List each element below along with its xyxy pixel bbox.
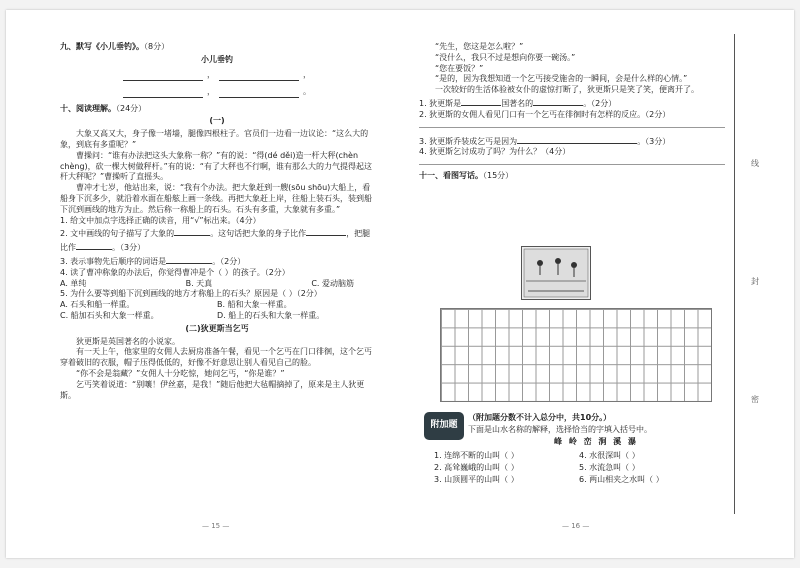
- passage-2-para-2: 有一天上午，他家里的女佣人去厨房准备午餐，看见一个乞丐在门口徘徊，这个乞丐穿着破旧的衣服，帽子压得低低的，好像不好意思让别人看见自己的脸。: [60, 347, 372, 368]
- section-11-title: 十一、看图写话。（15分）: [419, 171, 514, 181]
- r-question-3: 3. 狄更斯乔装成乞丐是因为 。（3分）: [419, 134, 725, 148]
- question-2: 2. 文中画线的句子描写了大象的 。这句话把大象的身子比作 ，把腿比作 。（3分）: [60, 226, 374, 254]
- illustration-image: [521, 246, 591, 300]
- bonus-item[interactable]: 1. 连绵不断的山叫（ ）: [434, 451, 519, 460]
- poem-answer-lines-2[interactable]: ， 。: [60, 87, 374, 98]
- exam-sheet: [6, 10, 794, 558]
- page-number-left: — 15 —: [202, 522, 230, 530]
- bonus-item[interactable]: 2. 高耸巍峨的山叫（ ）: [434, 463, 519, 472]
- answer-line-q2[interactable]: [419, 127, 725, 128]
- section-9-title: 九、默写《小儿垂钓》。（8分）: [60, 42, 170, 51]
- answer-line-q4[interactable]: [419, 164, 725, 165]
- passage-2-para-4: 乞丐笑着说道：“别嚷！伊丝嘉，是我！”随后他把大毡帽摘掉了，原来是主人狄更斯。: [60, 379, 365, 400]
- binding-mark-line: 线: [751, 159, 759, 168]
- question-1: 1. 给文中加点字选择正确的读音，用“√”标出来。（4分）: [60, 215, 261, 225]
- bonus-title: （附加题分数不计入总分中，共10分。）: [468, 413, 612, 422]
- bonus-item[interactable]: 3. 山顶圆平的山叫（ ）: [434, 475, 519, 484]
- right-column: [419, 42, 725, 182]
- bonus-chars: 峰 岭 峦 涧 溪 瀑: [554, 437, 638, 446]
- poem-answer-lines[interactable]: ， ，: [60, 70, 374, 81]
- passage-2-para-1: 狄更斯是英国著名的小说家。: [76, 336, 180, 346]
- poem-title: 小儿垂钓: [201, 54, 233, 64]
- bonus-item[interactable]: 5. 水流急叫（ ）: [579, 463, 640, 472]
- passage-1-para-1: 大象又高又大，身子像一堵墙，腿像四根柱子。官员们一边看一边议论：“这么大的象，到底有多重呢？”: [60, 129, 369, 149]
- writing-grid[interactable]: [440, 308, 712, 402]
- passage-2-cont-2: “没什么，我只不过是想向你要一碗汤。”: [435, 52, 576, 62]
- passage-1-header: (一): [209, 116, 225, 126]
- question-4: 4. 读了曹冲称象的办法后，你觉得曹冲是个（ ）的孩子。（2分）: [60, 267, 290, 277]
- passage-2-cont-4: “是的，因为我想知道一个乞丐接受施舍的一瞬间，会是什么样的心情。”: [435, 74, 688, 84]
- question-5-options: A. 石头和船一样重。 B. 船和大象一样重。 C. 船加石头和大象一样重。 D. 船上的石头和大象一样重。: [60, 300, 325, 320]
- r-question-2: 2. 狄更斯的女佣人看见门口有一个乞丐在徘徊时有怎样的反应。（2分）: [419, 109, 671, 119]
- passage-2-cont-3: “您在要饭？”: [435, 63, 484, 73]
- binding-mark-seal: 封: [751, 277, 759, 286]
- bonus-item[interactable]: 4. 水很深叫（ ）: [579, 451, 640, 460]
- bonus-desc: 下面是山水名称的解释，选择恰当的字填入括号中。: [468, 425, 652, 434]
- section-10-title: 十、阅读理解。（24分）: [60, 103, 147, 113]
- bonus-section: [424, 412, 724, 486]
- r-question-4: 4. 狄更斯乞讨成功了吗？为什么？（4分）: [419, 147, 571, 157]
- question-5: 5. 为什么要等到船下沉到画线的地方才称船上的石头？原因是（ ）（2分）: [60, 289, 322, 299]
- question-4-options: A. 单纯 B. 天真 C. 爱动脑筋: [60, 278, 354, 288]
- passage-1-para-2: 曹操问：“谁有办法把这头大象称一称？”有的说：“得(dé děi)造一杆大秤(chèn chèng)，砍一棵大树做秤杆。”有的说：“有了大秤也不行啊，谁有那么大的力气提得起这杆大秤呢？”曹操听了直摇头。: [60, 150, 372, 182]
- page-number-right: — 16 —: [562, 522, 590, 530]
- binding-line: [734, 34, 735, 514]
- question-3: 3. 表示事物先后顺序的词语是 。（2分）: [60, 254, 374, 268]
- passage-2-cont-1: “先生，您这是怎么啦？”: [435, 42, 524, 51]
- bonus-item[interactable]: 6. 两山相夹之水叫（ ）: [579, 475, 664, 484]
- left-column: [60, 42, 374, 401]
- bonus-items: [434, 450, 724, 486]
- r-question-1: 1. 狄更斯是 国著名的 。（2分）: [419, 96, 725, 110]
- passage-1-para-3: 曹冲才七岁，他站出来，说：“我有个办法。把大象赶到一艘(sōu shōu)大船上，看船身下沉多少，就沿着水面在船舷上画一条线。再把大象赶上岸，往船上装石头，装到船下沉到画线的地方为止。然后称一称船上的石头。石头有多重，大象就有多重。”: [60, 183, 372, 214]
- bonus-badge: 附加题: [424, 412, 464, 440]
- binding-mark-secret: 密: [751, 395, 759, 404]
- passage-2-cont-5: 一次较好的生活体验被女仆的虚惊打断了，狄更斯只是笑了笑，便离开了。: [435, 85, 699, 95]
- passage-2-header: (二)狄更斯当乞丐: [185, 323, 249, 333]
- passage-2-para-3: “你不会是翁藏？”女佣人十分吃惊，她问乞丐，“你是谁？”: [76, 368, 285, 378]
